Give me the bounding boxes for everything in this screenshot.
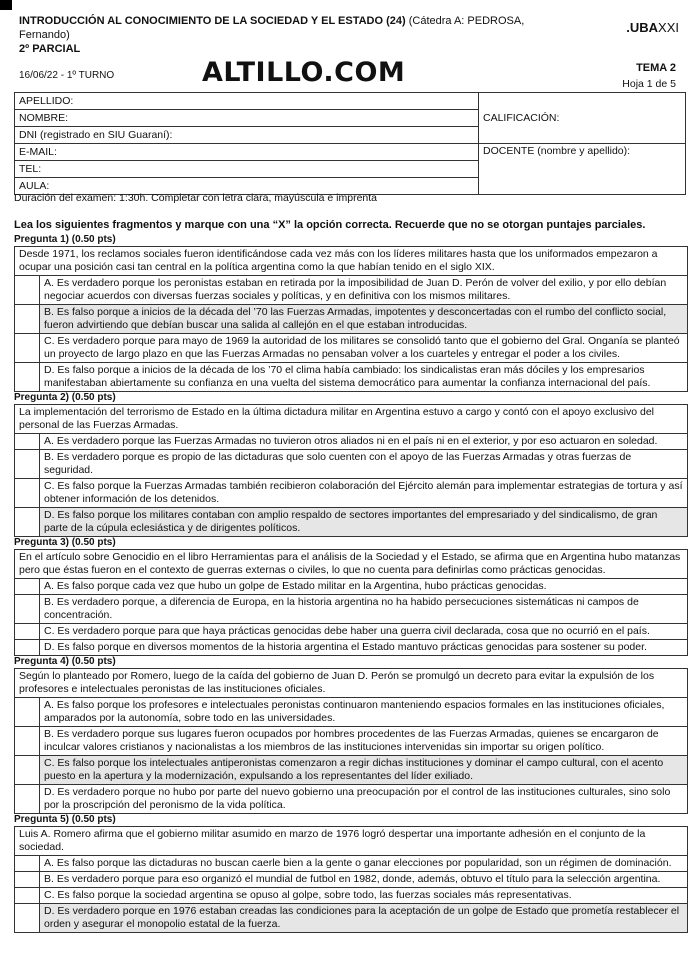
question-box [14, 668, 688, 814]
answer-text: A. Es verdadero porque las Fuerzas Armadas no tuvieron otros aliados ni en el país ni en el exterior, y por eso actuaron en soledad. [44, 435, 658, 447]
answer-checkbox[interactable] [15, 579, 40, 594]
answer-option[interactable] [15, 887, 687, 903]
question-stem: La implementación del terrorismo de Estado en la última dictadura militar en Argentina estuvo a cargo y contó con el apoyo exclusivo del personal de las Fuerzas Armadas. [15, 405, 687, 434]
watermark: ALTILLO.COM [202, 57, 406, 88]
answer-text: B. Es verdadero porque sus lugares fueron ocupados por hombres procedentes de las Fuerzas Armadas, quienes se encargaron de inculcar valores cristianos y nacionalistas a los miembros de las instituciones intervenidas sin importar su origen político. [44, 728, 659, 753]
answer-text: D. Es falso porque en diversos momentos de la historia argentina el Estado mantuvo prácticas genocidas para sostener su poder. [44, 641, 647, 653]
page-counter: Hoja 1 de 5 [622, 78, 676, 90]
question-label: Pregunta 1) (0.50 pts) [14, 234, 116, 245]
answer-checkbox[interactable] [15, 727, 40, 755]
logo-xxi: XXI [658, 20, 679, 35]
field-email[interactable]: E-MAIL: [15, 144, 479, 161]
answer-checkbox[interactable] [15, 334, 40, 362]
question-stem: Según lo planteado por Romero, luego de la caída del gobierno de Juan D. Perón se promulgó un decreto para evitar la expulsión de los profesores e intelectuales peronistas de las instituciones oficiales. [15, 669, 687, 698]
answer-text: C. Es verdadero porque para que haya prácticas genocidas debe haber una guerra civil declarada, cosa que no ocurrió en el país. [44, 625, 650, 637]
answer-text: C. Es falso porque la sociedad argentina se opuso al golpe, sobre todo, las fuerzas sociales más representativas. [44, 889, 572, 901]
answer-option[interactable] [15, 623, 687, 639]
answer-checkbox[interactable] [15, 888, 40, 903]
field-nombre[interactable]: NOMBRE: [15, 110, 479, 127]
uba-xxi-logo [626, 20, 679, 35]
answer-option[interactable] [15, 362, 687, 391]
answer-text: A. Es falso porque las dictaduras no buscan caerle bien a la gente o ganar elecciones por popularidad, son un régimen de dominación. [44, 857, 672, 869]
answer-checkbox[interactable] [15, 363, 40, 391]
answer-option[interactable] [15, 276, 687, 304]
answer-option[interactable] [15, 784, 687, 813]
answer-text: C. Es falso porque los intelectuales antiperonistas comenzaron a regir dichas instituciones y dominar el campo cultural, con el acento puesto en la apertura y la modernización, expulsando a los representantes del líder exiliado. [40, 756, 687, 784]
answer-text: B. Es verdadero porque para eso organizó el mundial de futbol en 1982, donde, además, obtuvo el título para la selección argentina. [44, 873, 661, 885]
tema-label: TEMA 2 [636, 62, 676, 74]
answer-option[interactable] [15, 478, 687, 507]
field-docente[interactable]: DOCENTE (nombre y apellido): [479, 144, 686, 195]
answer-text: A. Es falso porque cada vez que hubo un golpe de Estado militar en la Argentina, hubo prácticas genocidas. [44, 580, 547, 592]
answer-checkbox[interactable] [15, 624, 40, 639]
answer-option[interactable] [15, 449, 687, 478]
answer-text: B. Es falso porque a inicios de la década del ’70 las Fuerzas Armadas, impotentes y desconcertadas con el rumbo del conflicto social, fueron advirtiendo que debían buscar una salida al callejón en el que estaban introducidas. [40, 305, 687, 333]
field-aula[interactable]: AULA: [15, 178, 479, 195]
course-title-chair: (Cátedra A: PEDROSA, Fernando) [19, 15, 525, 41]
question-label: Pregunta 5) (0.50 pts) [14, 814, 116, 825]
field-apellido[interactable]: APELLIDO: [15, 93, 479, 110]
answer-checkbox[interactable] [15, 640, 40, 655]
answer-text: B. Es verdadero porque es propio de las dictaduras que solo cuenten con el apoyo de las Fuerzas Armadas y otras fuerzas de seguridad. [44, 451, 632, 476]
corner-registration-mark [0, 0, 12, 10]
answer-option[interactable] [15, 304, 687, 333]
answer-text: B. Es verdadero porque, a diferencia de Europa, en la historia argentina no ha habido persecuciones sistemáticas ni campos de concentración. [44, 596, 639, 621]
question-box [14, 404, 688, 537]
answer-option[interactable] [15, 698, 687, 726]
field-dni[interactable]: DNI (registrado en SIU Guaraní): [15, 127, 479, 144]
questions-list [14, 234, 688, 933]
question-label: Pregunta 3) (0.50 pts) [14, 537, 116, 548]
answer-option[interactable] [15, 755, 687, 784]
answer-text: A. Es falso porque los profesores e intelectuales peronistas continuaron manteniendo espacios formales en las instituciones oficiales, amparados por la autonomía, sobre todo en las universidades. [44, 699, 665, 724]
answer-checkbox[interactable] [15, 756, 40, 784]
question-box [14, 246, 688, 392]
answer-option[interactable] [15, 333, 687, 362]
answer-text: D. Es verdadero porque no hubo por parte del nuevo gobierno una preocupación por el control de las instituciones culturales, sino solo por la proscripción del peronismo de la vida política. [44, 786, 671, 811]
answer-option[interactable] [15, 434, 687, 449]
logo-uba: .UBA [626, 20, 659, 35]
instructions: Lea los siguientes fragmentos y marque con una “X” la opción correcta. Recuerde que no se otorgan puntajes parciales. [14, 219, 646, 231]
field-calificacion[interactable]: CALIFICACIÓN: [479, 93, 686, 144]
answer-checkbox[interactable] [15, 450, 40, 478]
answer-checkbox[interactable] [15, 479, 40, 507]
question-stem: En el artículo sobre Genocidio en el libro Herramientas para el análisis de la Sociedad y el Estado, se afirma que en Argentina hubo matanzas pero que éstas fueron en el contexto de guerras externas o civiles, lo que no cuenta para definirlas como prácticas genocidas. [15, 550, 687, 579]
exam-duration: Duración del examen: 1:30h. Completar con letra clara, mayúscula e imprenta [14, 192, 378, 204]
answer-checkbox[interactable] [15, 856, 40, 871]
answer-option[interactable] [15, 871, 687, 887]
answer-text: D. Es falso porque a inicios de la década de los ’70 el clima había cambiado: los sindicalistas eran más dóciles y los empresarios manifestaban abiertamente su confianza en una vuelta del sistema democrático para aumentar la confianza internacional del país. [44, 364, 651, 389]
answer-checkbox[interactable] [15, 434, 40, 449]
student-info-table [14, 92, 686, 195]
field-tel[interactable]: TEL: [15, 161, 479, 178]
answer-text: A. Es verdadero porque los peronistas estaban en retirada por la imposibilidad de Juan D. Perón de volver del exilio, y por ello debían negociar acuerdos con diversas fuerzas sociales y políticas, y en definitiva con los mismos militares. [44, 277, 667, 302]
answer-text: D. Es verdadero porque en 1976 estaban creadas las condiciones para la aceptación de un golpe de Estado que prometía restablecer el orden y asegurar el monopolio estatal de la fuerza. [40, 904, 687, 932]
answer-text: D. Es falso porque los militares contaban con amplio respaldo de sectores importantes del empresariado y del sindicalismo, de gran parte de la cúpula eclesiástica y de dirigentes políticos. [40, 508, 687, 536]
answer-text: C. Es falso porque la Fuerzas Armadas también recibieron colaboración del Ejército alemán para implementar estrategias de tortura y así obtener información de los detenidos. [44, 480, 683, 505]
answer-checkbox[interactable] [15, 508, 40, 536]
question-stem: Desde 1971, los reclamos sociales fueron identificándose cada vez más con los líderes militares hasta que los uniformados empezaron a ocupar una posición casi tan central en la política argentina como la que habían tenido en el siglo XIX. [15, 247, 687, 276]
answer-option[interactable] [15, 903, 687, 932]
answer-checkbox[interactable] [15, 872, 40, 887]
answer-text: C. Es verdadero porque para mayo de 1969 la autoridad de los militares se consolidó tanto que el gobierno del Gral. Onganía se planteó un proyecto de largo plazo en que las Fuerzas Armadas no pensaban volver a los cuarteles y entregar el poder a los civiles. [44, 335, 680, 360]
question-box [14, 549, 688, 656]
exam-header [19, 14, 679, 55]
answer-checkbox[interactable] [15, 785, 40, 813]
course-title-bold: INTRODUCCIÓN AL CONOCIMIENTO DE LA SOCIEDAD Y EL ESTADO (24) [19, 15, 406, 27]
parcial-label: 2º PARCIAL [19, 43, 81, 55]
exam-date: 16/06/22 - 1º TURNO [19, 70, 115, 81]
question-stem: Luis A. Romero afirma que el gobierno militar asumido en marzo de 1976 logró despertar una importante adhesión en el conjunto de la sociedad. [15, 827, 687, 856]
answer-option[interactable] [15, 726, 687, 755]
answer-checkbox[interactable] [15, 904, 40, 932]
answer-checkbox[interactable] [15, 276, 40, 304]
course-title [19, 14, 539, 42]
answer-option[interactable] [15, 856, 687, 871]
answer-checkbox[interactable] [15, 698, 40, 726]
answer-checkbox[interactable] [15, 595, 40, 623]
answer-checkbox[interactable] [15, 305, 40, 333]
question-box [14, 826, 688, 933]
answer-option[interactable] [15, 594, 687, 623]
question-label: Pregunta 4) (0.50 pts) [14, 656, 116, 667]
answer-option[interactable] [15, 639, 687, 655]
answer-option[interactable] [15, 507, 687, 536]
answer-option[interactable] [15, 579, 687, 594]
question-label: Pregunta 2) (0.50 pts) [14, 392, 116, 403]
